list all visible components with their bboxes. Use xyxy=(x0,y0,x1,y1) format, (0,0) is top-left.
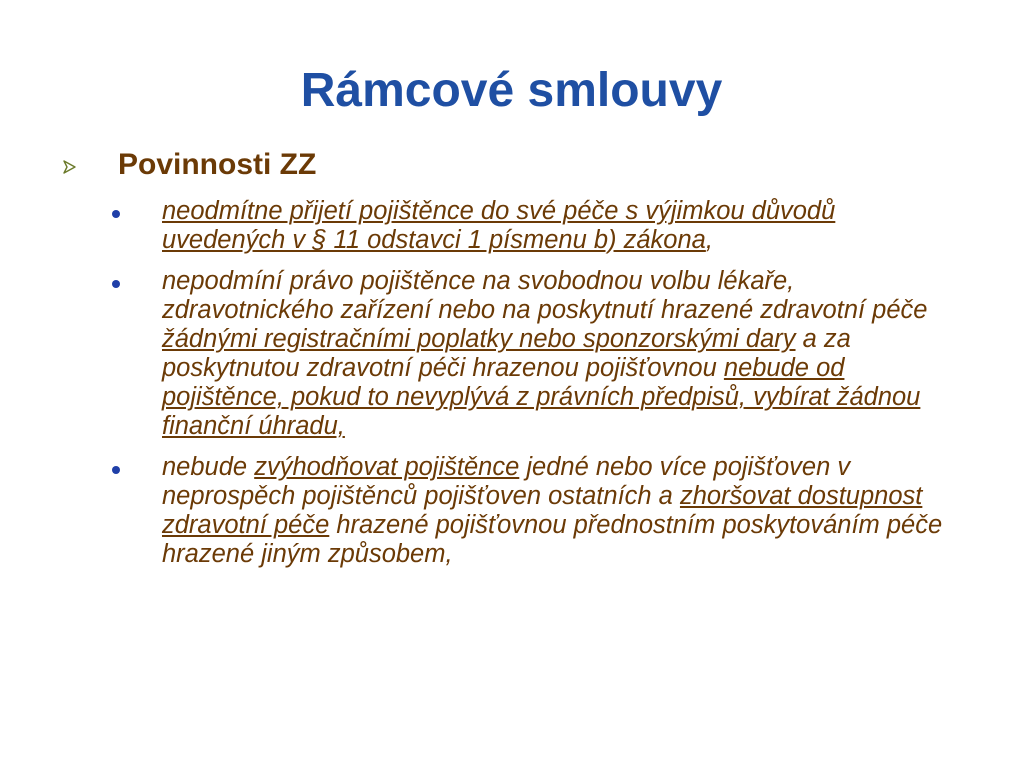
level1-list xyxy=(62,145,962,185)
list-item-text xyxy=(162,453,962,569)
plain-text: , xyxy=(705,226,713,254)
slide-title: Rámcové smlouvy xyxy=(300,64,723,117)
list-item-text xyxy=(162,267,962,441)
underlined-text: žádnými registračními poplatky nebo sponzorskými dary xyxy=(162,325,796,353)
arrow-bullet-icon xyxy=(62,145,118,185)
underlined-text: zhoršovat dostupnost zdravotní péče xyxy=(162,482,923,539)
dot-bullet-icon xyxy=(107,267,162,296)
underlined-text: neodmítne přijetí pojištěnce do své péče s výjimkou důvodů uvedených v § 11 odstavci 1 písmenu b) zákona xyxy=(162,197,836,254)
plain-text: a za poskytnutou zdravotní péči hrazenou pojišťovnou xyxy=(162,325,851,382)
list-item-text xyxy=(162,197,962,255)
dot-bullet-icon xyxy=(107,453,162,482)
level2-list xyxy=(107,197,967,581)
plain-text: jedné nebo více pojišťoven v neprospěch pojištěnců pojišťoven ostatních a xyxy=(162,453,851,510)
plain-text: nebude xyxy=(162,453,255,481)
list-item xyxy=(107,197,967,255)
level1-item xyxy=(62,145,962,185)
section-heading: Povinnosti ZZ xyxy=(118,148,317,181)
list-item xyxy=(107,267,967,441)
plain-text: nepodmíní právo pojištěnce na svobodnou volbu lékaře, zdravotnického zařízení nebo na poskytnutí hrazené zdravotní péče xyxy=(162,267,928,324)
dot-bullet-icon xyxy=(107,197,162,226)
underlined-text: nebude od pojištěnce, pokud to nevyplývá z právních předpisů, vybírat žádnou finanční úhradu, xyxy=(162,354,921,440)
underlined-text: zvýhodňovat pojištěnce xyxy=(254,453,520,481)
plain-text: hrazené pojišťovnou přednostním poskytováním péče hrazené jiným způsobem, xyxy=(162,511,943,568)
list-item xyxy=(107,453,967,569)
